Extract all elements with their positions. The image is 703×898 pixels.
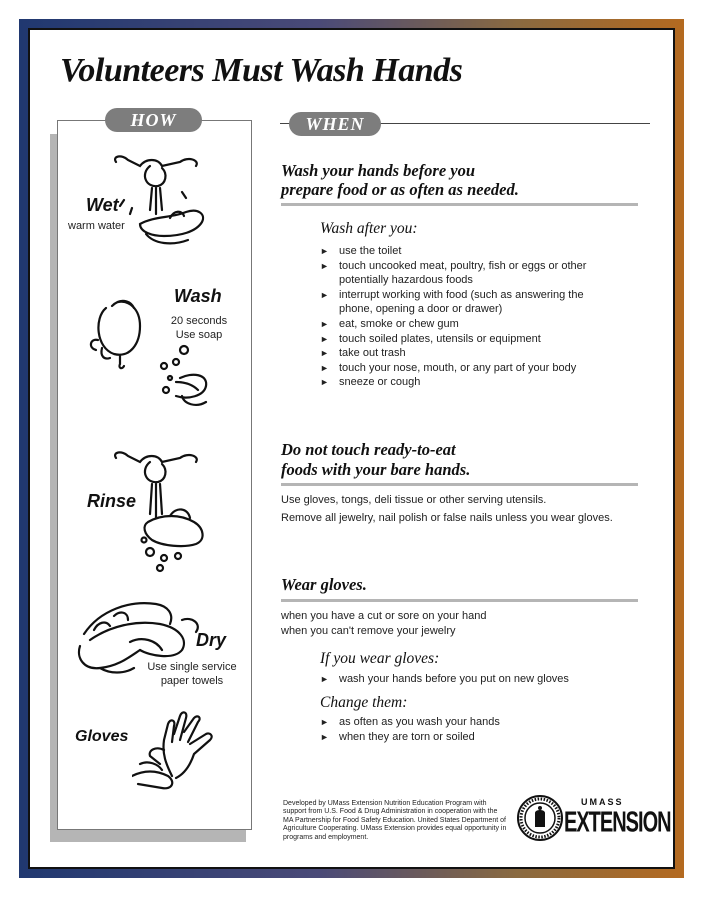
how-badge: HOW bbox=[105, 108, 202, 132]
list-item: ► interrupt working with food (such as answering the phone, opening a door or drawer) bbox=[320, 288, 620, 317]
list-item: ► wash your hands before you put on new gloves bbox=[320, 672, 630, 687]
credit-text: Developed by UMass Extension Nutrition Education Program with support from U.S. Food & Drug Administration in cooperation with the MA Partnership for Food Safety Education. United States Department of Agriculture Cooperating. UMass Extension provides equal opportunity in programs and employment. bbox=[283, 800, 507, 841]
list-item: ► take out trash bbox=[320, 346, 620, 361]
section-3-rule bbox=[281, 599, 638, 602]
list-item: ► touch soiled plates, utensils or equipment bbox=[320, 332, 620, 347]
extension-wordmark: EXTENSION bbox=[564, 807, 671, 839]
if-wear-gloves-list bbox=[320, 672, 630, 687]
step-wash-sub-2: Use soap bbox=[175, 329, 223, 341]
glove-icon bbox=[132, 710, 232, 790]
step-rinse-label: Rinse bbox=[87, 491, 137, 511]
step-dry-sub-1: Use single service bbox=[147, 661, 237, 673]
when-badge: WHEN bbox=[289, 112, 381, 136]
step-dry-label: Dry bbox=[196, 630, 227, 650]
wash-after-subheading: Wash after you: bbox=[320, 220, 418, 237]
step-wash-sub-1: 20 seconds bbox=[170, 315, 228, 327]
list-item: ► eat, smoke or chew gum bbox=[320, 317, 620, 332]
section-1-rule bbox=[281, 203, 638, 206]
step-gloves-label: Gloves bbox=[75, 728, 129, 745]
list-item: ► use the toilet bbox=[320, 244, 620, 259]
faucet-hands-icon bbox=[110, 152, 220, 252]
list-item: ► sneeze or cough bbox=[320, 375, 620, 390]
step-wet-label: Wet bbox=[86, 195, 119, 215]
section-3-heading: Wear gloves. bbox=[281, 575, 367, 594]
section-2-line-1: Use gloves, tongs, deli tissue or other serving utensils. bbox=[281, 494, 547, 506]
umass-wordmark: UMASS bbox=[581, 797, 624, 807]
section-3-line-2: when you can't remove your jewelry bbox=[281, 625, 456, 637]
if-wear-gloves-subheading: If you wear gloves: bbox=[320, 650, 440, 667]
section-2-heading-line-2: foods with your bare hands. bbox=[281, 460, 471, 479]
section-3-line-1: when you have a cut or sore on your hand bbox=[281, 610, 487, 622]
step-wet-sub: warm water bbox=[68, 220, 125, 232]
step-dry-sub-2: paper towels bbox=[160, 675, 224, 687]
list-item: ► when they are torn or soiled bbox=[320, 730, 620, 745]
section-2-rule bbox=[281, 483, 638, 486]
list-item: ► touch uncooked meat, poultry, fish or eggs or other potentially hazardous foods bbox=[320, 259, 620, 288]
section-2-line-2: Remove all jewelry, nail polish or false nails unless you wear gloves. bbox=[281, 512, 613, 524]
university-seal-icon bbox=[517, 795, 563, 841]
wash-after-list bbox=[320, 244, 620, 390]
section-1-heading-line-2: prepare food or as often as needed. bbox=[281, 180, 519, 199]
list-item: ► as often as you wash your hands bbox=[320, 715, 620, 730]
section-2-heading-line-1: Do not touch ready-to-eat bbox=[281, 440, 456, 459]
poster bbox=[28, 28, 675, 869]
page-title: Volunteers Must Wash Hands bbox=[60, 52, 463, 89]
how-column-shadow-bottom bbox=[50, 830, 246, 842]
change-them-list bbox=[320, 715, 620, 744]
list-item: ► touch your nose, mouth, or any part of your body bbox=[320, 361, 620, 376]
step-wash-label: Wash bbox=[174, 286, 222, 306]
change-them-subheading: Change them: bbox=[320, 694, 408, 711]
section-1-heading-line-1: Wash your hands before you bbox=[281, 161, 476, 180]
